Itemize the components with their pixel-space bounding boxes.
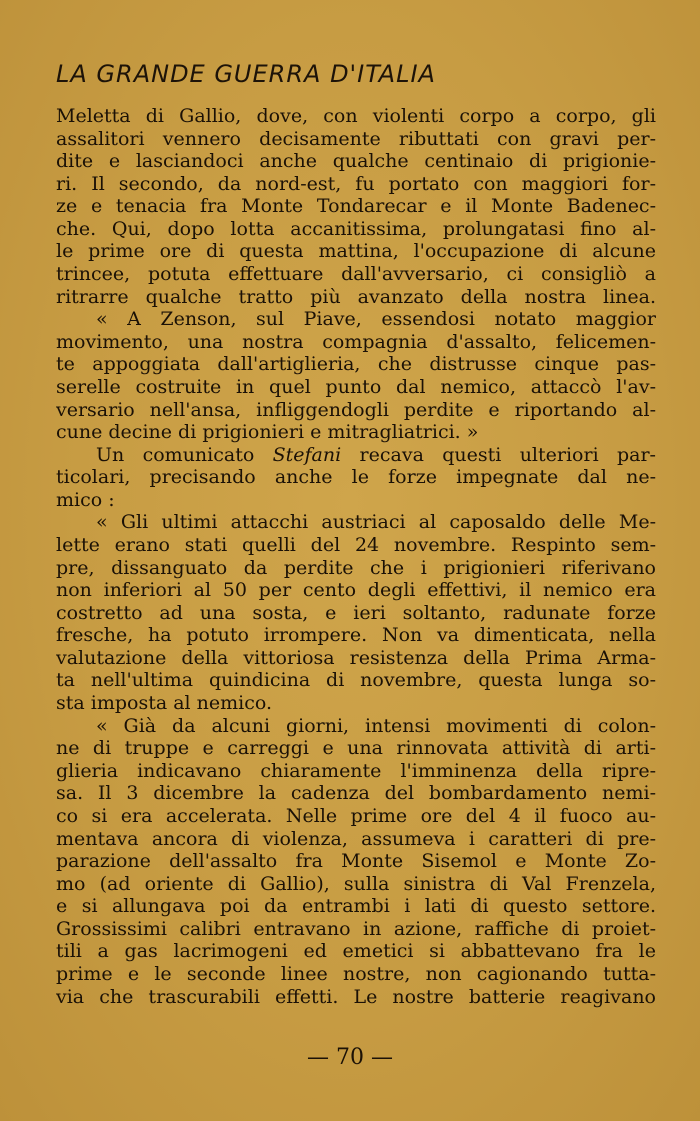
text-line: Meletta di Gallio, dove, con violenti corpo a corpo, gli (56, 105, 656, 127)
text-line: tili a gas lacrimogeni ed emetici si abbattevano fra le (56, 940, 656, 963)
text-line: valutazione della vittoriosa resistenza della Prima Arma- (56, 646, 656, 669)
text-line: « Gli ultimi attacchi austriaci al caposaldo delle Me- (96, 511, 656, 534)
text-line: lette erano stati quelli del 24 novembre. Respinto sem- (56, 533, 656, 556)
text-line: te appoggiata dall'artiglieria, che distrusse cinque pas- (56, 353, 656, 376)
text-line: sa. Il 3 dicembre la cadenza del bombardamento nemi- (56, 782, 656, 805)
text-line: ze e tenacia fra Monte Tondarecar e il Monte Badenec- (56, 195, 656, 218)
text-line: ritrarre qualche tratto più avanzato della nostra linea. (56, 285, 656, 308)
text-line: via che trascurabili effetti. Le nostre batterie reagivano (56, 985, 656, 1008)
text-line: non inferiori al 50 per cento degli effettivi, il nemico era (56, 579, 656, 602)
running-title: LA GRANDE GUERRA D'ITALIA (56, 60, 436, 88)
text-line: « A Zenson, sul Piave, essendosi notato maggior (96, 308, 656, 331)
text-line: glieria indicavano chiaramente l'imminenza della ripre- (56, 759, 656, 782)
text-line: « Già da alcuni giorni, intensi movimenti di colon- (96, 714, 656, 737)
text-line: co si era accelerata. Nelle prime ore del 4 il fuoco au- (56, 804, 656, 827)
text-line: cune decine di prigionieri e mitragliatrici. » (56, 421, 479, 444)
page-body-text (56, 105, 656, 1008)
text-line: assalitori vennero decisamente ributtati con gravi per- (56, 127, 656, 150)
text-line: e si allungava poi da entrambi i lati di questo settore. (56, 895, 656, 918)
text-line: Un comunicato Stefani recava questi ulteriori par- (96, 443, 656, 466)
text-line: costretto ad una sosta, e ieri soltanto, radunate forze (56, 601, 656, 624)
text-line: mo (ad oriente di Gallio), sulla sinistra di Val Frenzela, (56, 872, 656, 895)
text-line: ri. Il secondo, da nord-est, fu portato con maggiori for- (56, 172, 656, 195)
text-line: movimento, una nostra compagnia d'assalto, felicemen- (56, 330, 656, 353)
text-line: ticolari, precisando anche le forze impegnate dal ne- (56, 466, 656, 489)
text-line: sta imposta al nemico. (56, 692, 273, 715)
text-line: dite e lasciandoci anche qualche centinaio di prigionie- (56, 150, 656, 173)
text-line: trincee, potuta effettuare dall'avversario, ci consigliò a (56, 263, 656, 286)
text-line: mentava ancora di violenza, assumeva i caratteri di pre- (56, 827, 656, 850)
text-line: prime e le seconde linee nostre, non cagionando tutta- (56, 962, 656, 985)
text-line: che. Qui, dopo lotta accanitissima, prolungatasi fino al- (56, 217, 656, 240)
text-line: le prime ore di questa mattina, l'occupazione di alcune (56, 240, 656, 263)
text-line: pre, dissanguato da perdite che i prigionieri riferivano (56, 556, 656, 579)
text-line: Grossissimi calibri entravano in azione, raffiche di proiet- (56, 917, 656, 940)
text-line: mico : (56, 488, 115, 511)
text-line: serelle costruite in quel punto dal nemico, attaccò l'av- (56, 375, 656, 398)
text-line: ta nell'ultima quindicina di novembre, questa lunga so- (56, 669, 656, 692)
page-number: — 70 — (307, 1045, 393, 1070)
text-line: ne di truppe e carreggi e una rinnovata attività di arti- (56, 737, 656, 760)
text-line: fresche, ha potuto irrompere. Non va dimenticata, nella (56, 624, 656, 647)
text-line: parazione dell'assalto fra Monte Sisemol e Monte Zo- (56, 850, 656, 873)
text-line: versario nell'ansa, infliggendogli perdite e riportando al- (56, 398, 656, 421)
